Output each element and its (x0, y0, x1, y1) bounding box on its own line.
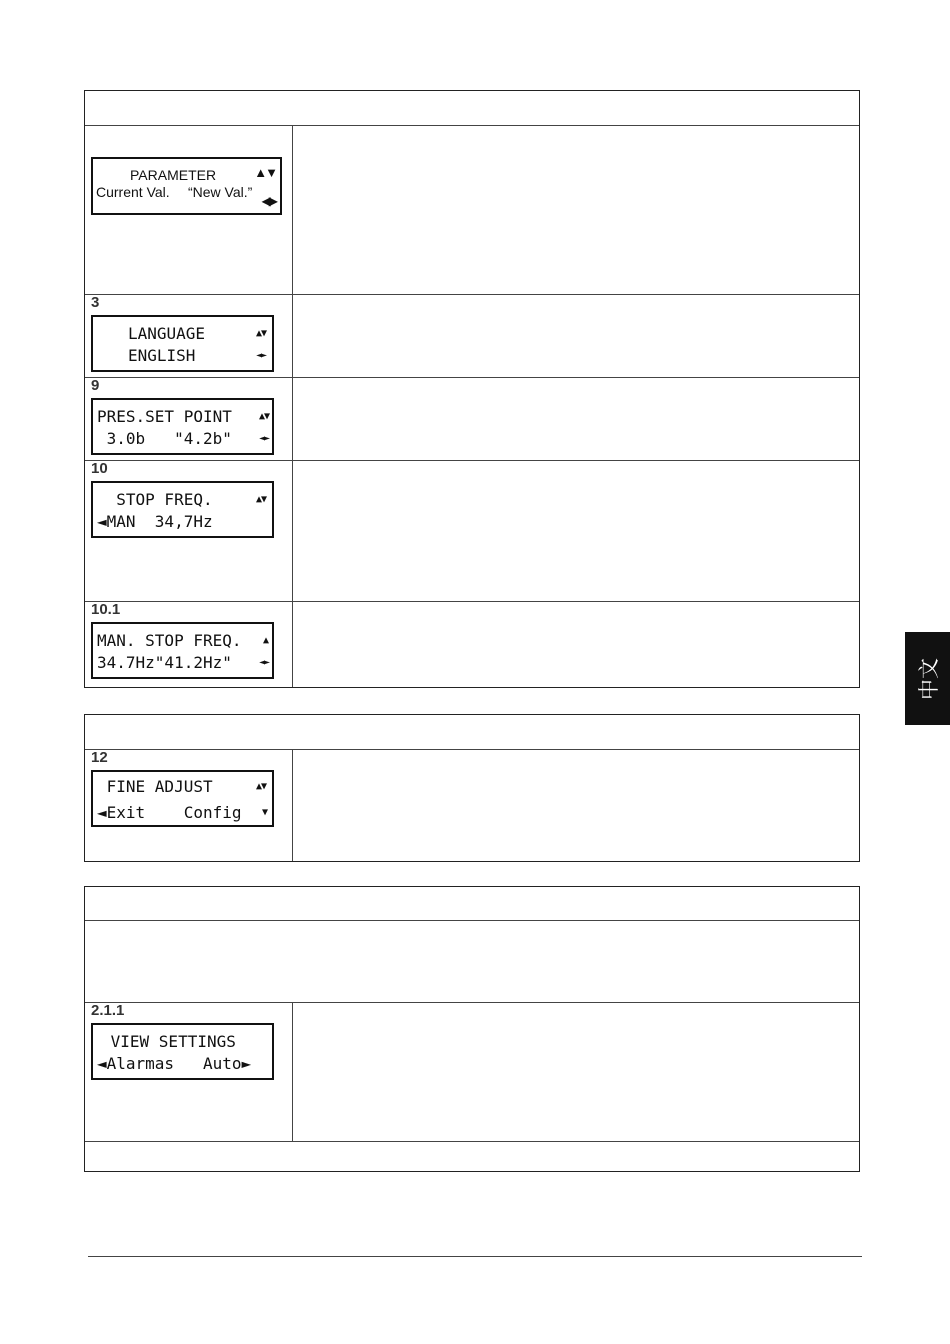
lcd-display (91, 1023, 274, 1080)
parameter-table-2 (84, 714, 860, 862)
legend-current-value-text: Current Val. (96, 184, 170, 200)
lcd-line-1: PRES.SET POINT (97, 407, 232, 426)
table-row (85, 377, 859, 460)
step-number: 9 (91, 377, 100, 394)
lcd-line-2: ◄Alarmas Auto► (97, 1054, 252, 1073)
lcd-display (91, 398, 274, 455)
language-tab-label: 中文 (916, 657, 941, 700)
table-row (85, 294, 859, 377)
legend-parameter-text: PARAMETER (130, 167, 217, 183)
lcd-line-2: 3.0b "4.2b" (97, 429, 232, 448)
lcd-cell (85, 1003, 293, 1141)
lcd-cell (85, 461, 293, 601)
lcd-line-2: ENGLISH (128, 346, 196, 365)
legend-cell (85, 126, 293, 294)
lcd-line-1: MAN. STOP FREQ. (97, 631, 242, 650)
step-number: 10.1 (91, 601, 121, 618)
legend-row (85, 125, 859, 294)
up-down-arrow-icon: ▲▼ (255, 328, 266, 339)
lcd-line-2: ◄MAN 34,7Hz (97, 512, 213, 531)
table-row (85, 749, 859, 861)
legend-new-value-text: “New Val.” (188, 184, 253, 200)
table-row (85, 601, 859, 687)
parameter-table-3 (84, 886, 860, 1172)
lcd-line-1: LANGUAGE (128, 324, 206, 343)
left-right-arrow-icon: ◄► (258, 657, 269, 668)
left-right-arrow-icon: ◄► (258, 433, 269, 444)
lcd-line-2: 34.7Hz"41.2Hz" (97, 653, 232, 672)
table-header-row (85, 887, 859, 920)
page-footer-rule (88, 1256, 862, 1257)
lcd-line-1: VIEW SETTINGS (101, 1032, 236, 1051)
up-down-arrow-icon: ▲▼ (254, 165, 276, 180)
lcd-line-1: FINE ADJUST (97, 777, 213, 796)
lcd-line-1: STOP FREQ. (97, 490, 213, 509)
table-footer-row (85, 1141, 859, 1171)
language-side-tab (905, 632, 950, 725)
lcd-display (91, 770, 274, 827)
lcd-cell (85, 750, 293, 861)
left-right-arrow-icon: ◀▶ (261, 194, 276, 208)
lcd-display (91, 315, 274, 372)
table-description-row (85, 920, 859, 1002)
step-number: 2.1.1 (91, 1002, 125, 1019)
table-header-row (85, 91, 859, 125)
up-down-arrow-icon: ▲▼ (255, 781, 266, 792)
lcd-cell (85, 602, 293, 687)
step-number: 3 (91, 294, 100, 311)
lcd-display (91, 481, 274, 538)
down-arrow-icon: ▼ (261, 807, 267, 818)
table-row (85, 460, 859, 601)
up-down-arrow-icon: ▲▼ (255, 494, 266, 505)
up-down-arrow-icon: ▲▼ (258, 411, 269, 422)
table-row (85, 1002, 859, 1141)
lcd-cell (85, 378, 293, 460)
step-number: 12 (91, 749, 108, 766)
step-number: 10 (91, 460, 108, 477)
up-arrow-icon: ▲ (262, 635, 268, 646)
parameter-table-1 (84, 90, 860, 688)
lcd-line-2: ◄Exit Config (97, 803, 242, 822)
left-right-arrow-icon: ◄► (255, 350, 266, 361)
lcd-display (91, 622, 274, 679)
lcd-cell (85, 295, 293, 377)
legend-lcd-display (91, 157, 282, 215)
table-header-row (85, 715, 859, 749)
